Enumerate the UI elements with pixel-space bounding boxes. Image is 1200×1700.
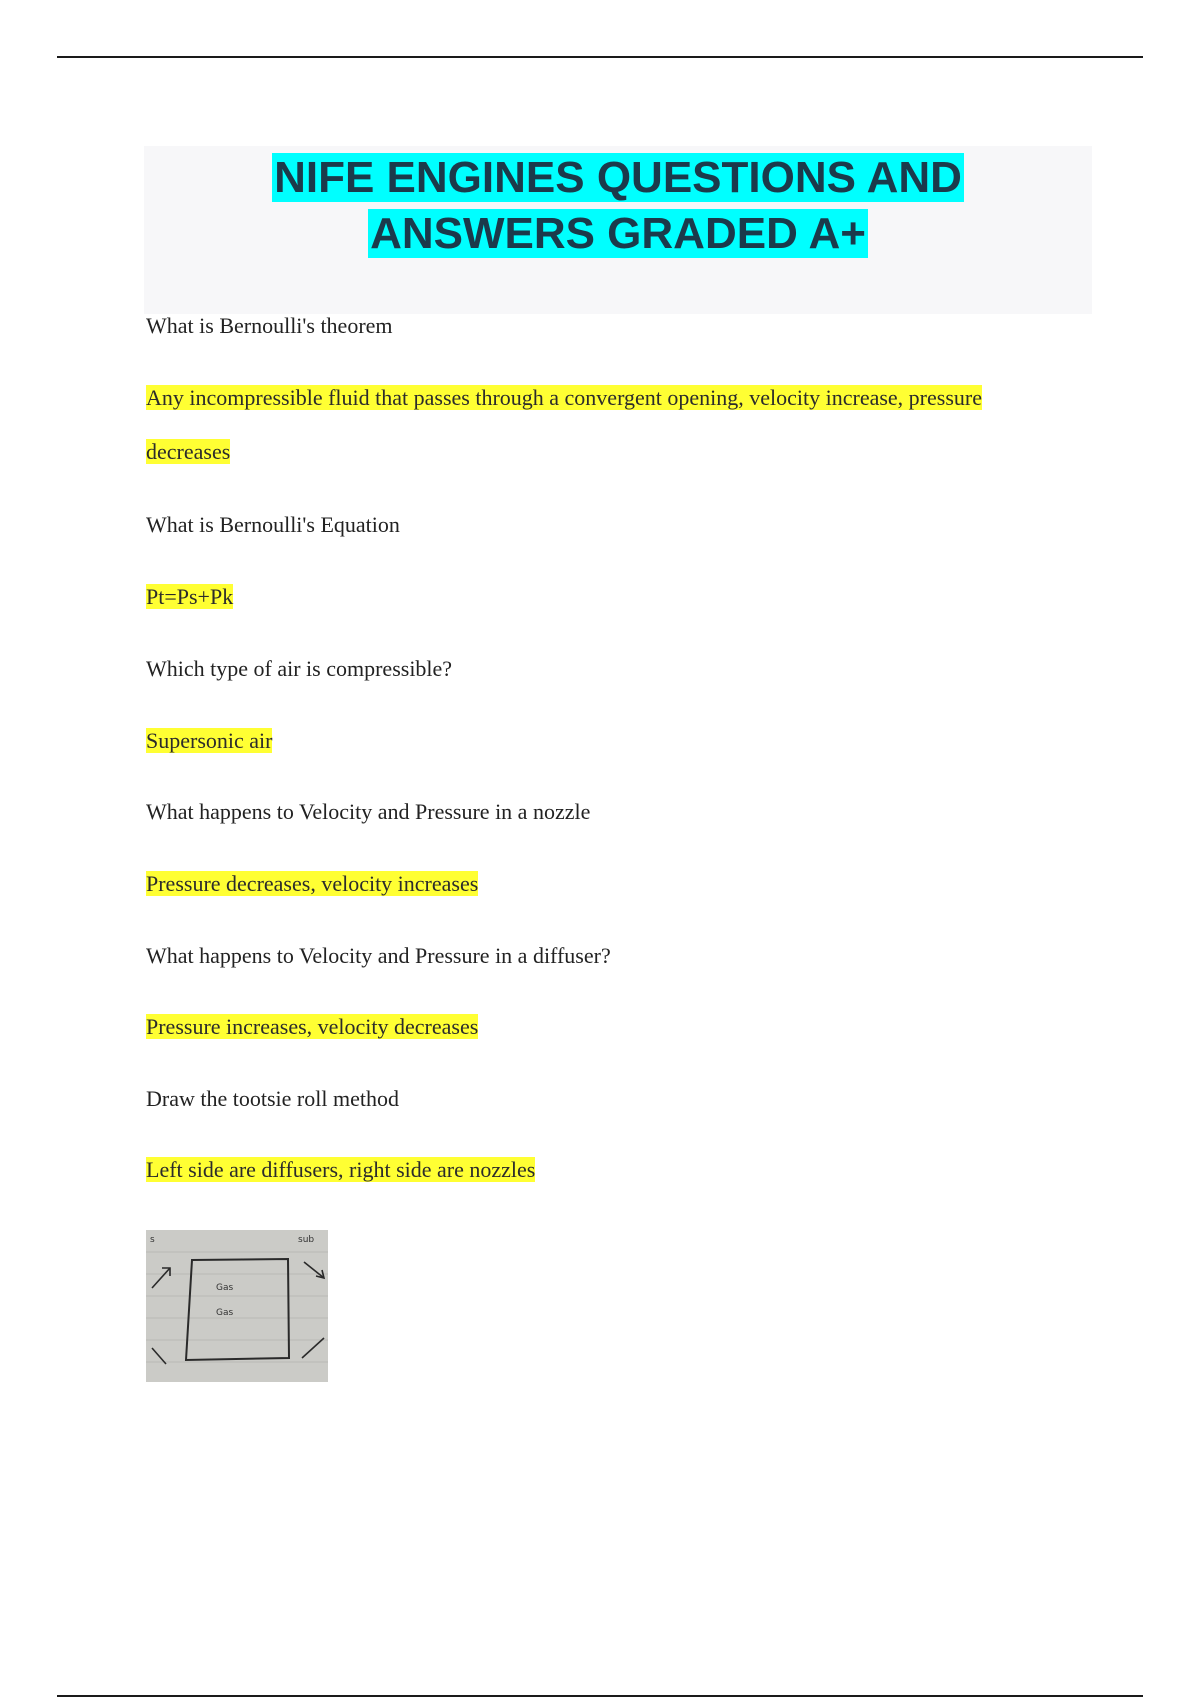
question-2: [146, 498, 1086, 552]
sketch-label-top-left: s: [150, 1235, 155, 1245]
answer-4: [146, 857, 1086, 911]
document-title: [144, 146, 1092, 262]
title-line-1: NIFE ENGINES QUESTIONS AND: [274, 153, 962, 202]
question-5: [146, 929, 1086, 983]
sketch-label-top-right: sub: [298, 1235, 315, 1245]
title-line-2: ANSWERS GRADED A+: [370, 209, 866, 258]
sketch-label-inner-1: Gas: [216, 1283, 234, 1293]
answer-6: [146, 1143, 1086, 1197]
question-3: [146, 642, 1086, 696]
sketch-drawing: [146, 1230, 328, 1382]
question-2-text: What is Bernoulli's Equation: [146, 512, 400, 537]
answer-1-line-2: decreases: [146, 439, 231, 464]
answer-2-text: Pt=Ps+Pk: [146, 584, 234, 609]
tootsie-roll-sketch-image: [146, 1230, 328, 1382]
bottom-rule: [57, 1695, 1143, 1697]
answer-1: [146, 371, 1086, 479]
question-1: [146, 299, 1086, 353]
answer-3: [146, 714, 1086, 768]
question-6: [146, 1072, 1086, 1126]
question-1-text: What is Bernoulli's theorem: [146, 313, 393, 338]
question-5-text: What happens to Velocity and Pressure in a diffuser?: [146, 943, 611, 968]
question-4: [146, 785, 1086, 839]
answer-4-text: Pressure decreases, velocity increases: [146, 871, 479, 896]
question-6-text: Draw the tootsie roll method: [146, 1086, 399, 1111]
answer-5: [146, 1000, 1086, 1054]
question-3-text: Which type of air is compressible?: [146, 656, 453, 681]
top-rule: [57, 56, 1143, 58]
title-box: [144, 146, 1092, 314]
sketch-label-inner-2: Gas: [216, 1308, 234, 1318]
answer-5-text: Pressure increases, velocity decreases: [146, 1014, 479, 1039]
answer-6-text: Left side are diffusers, right side are nozzles: [146, 1157, 536, 1182]
answer-2: [146, 570, 1086, 624]
answer-3-text: Supersonic air: [146, 728, 273, 753]
question-4-text: What happens to Velocity and Pressure in a nozzle: [146, 799, 591, 824]
answer-1-line-1: Any incompressible fluid that passes through a convergent opening, velocity increase, pressure: [146, 385, 982, 410]
